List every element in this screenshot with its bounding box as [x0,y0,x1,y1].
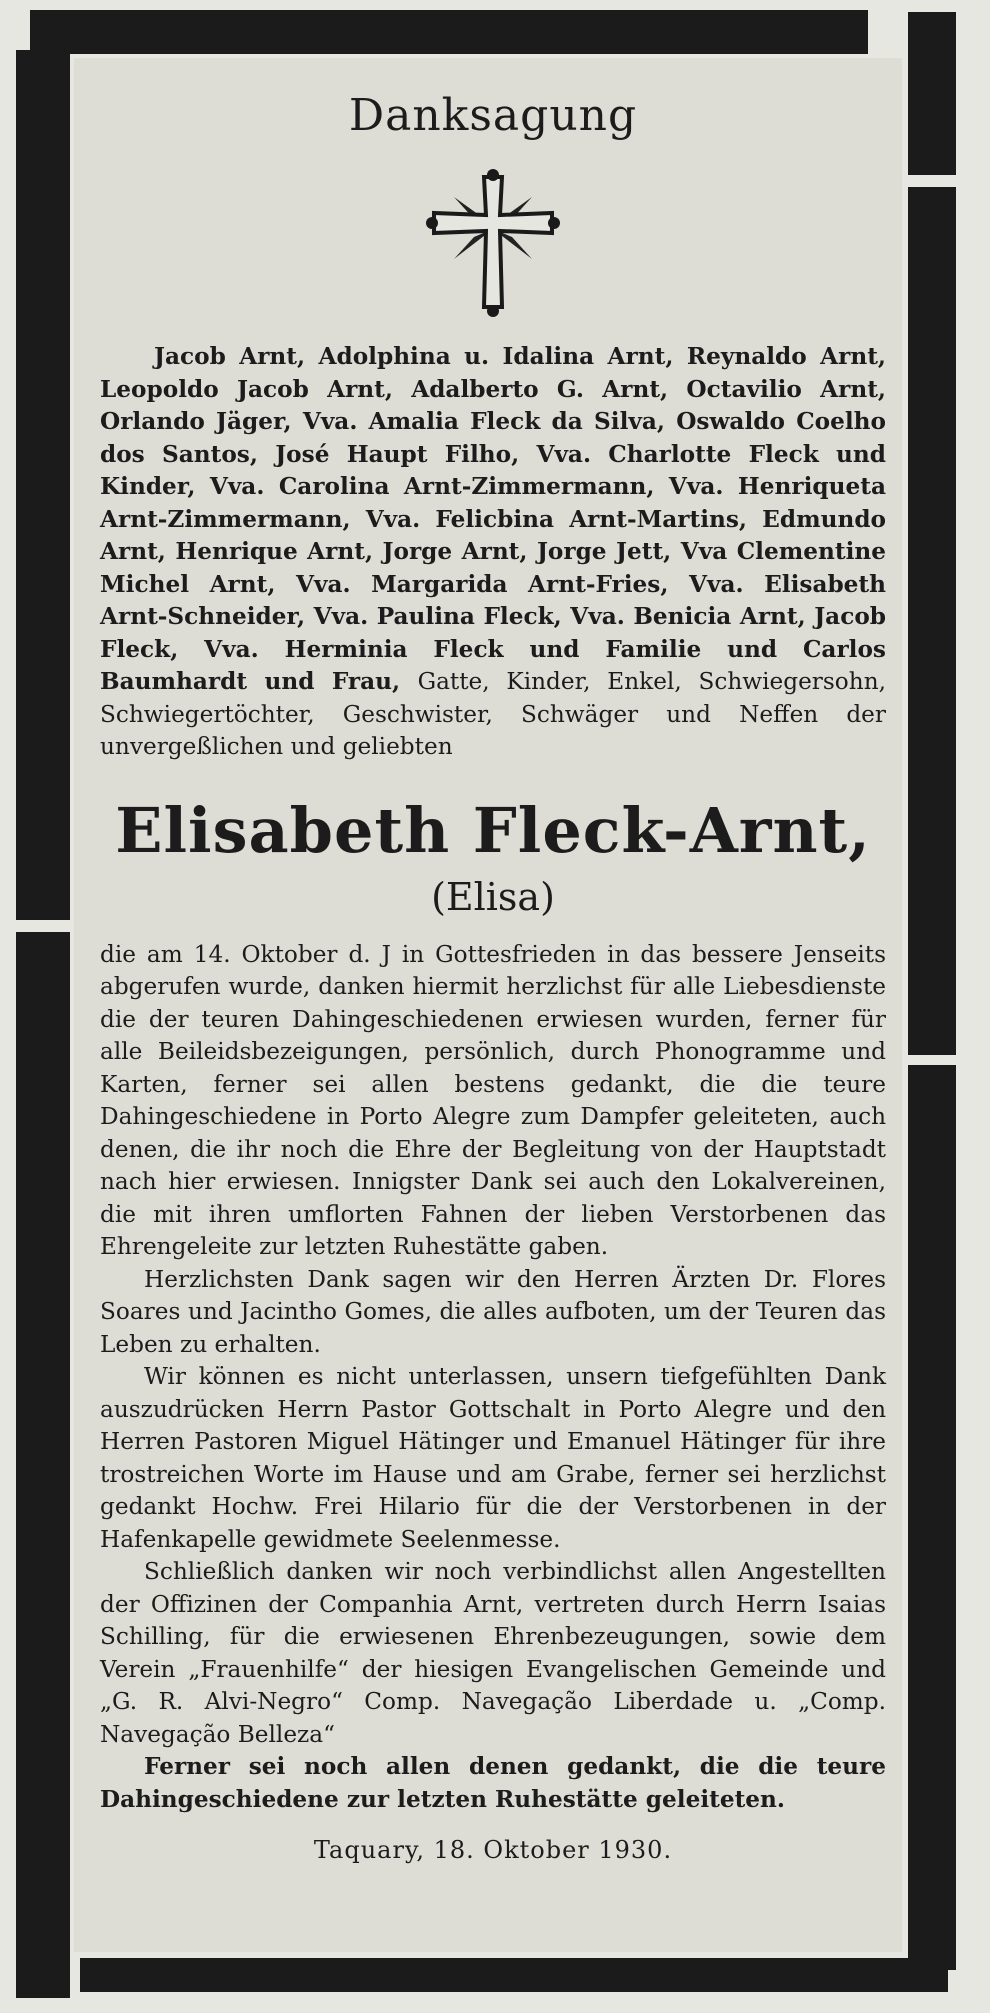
notice-title: Danksagung [348,90,638,141]
border-gap [908,1055,956,1065]
deceased-nickname: (Elisa) [431,874,555,919]
thanks-paragraph-1: die am 14. Oktober d. J in Gottesfrieden in das bessere Jenseits abgerufen wurde, danken hiermit herzlichst für alle Liebesdienste die der teuren Dahingeschiedenen erwiesen wurden, ferner für alle Beileidsbezeigungen, persönlich, durch Phonogramme und Karten, ferner sei allen bestens gedankt, die die teure Dahingeschiedene in Porto Alegre zum Dampfer geleiteten, auch denen, die ihr noch die Ehre der Begleitung von der Hauptstadt nach hier erwiesen. Innigster Dank sei auch den Lokalvereinen, die mit ihren umflorten Fahnen der lieben Verstorbenen das Ehrengeleite zur letzten Ruhestätte gaben. [100,940,886,1260]
obituary-notice [100,90,886,1864]
deceased-name: Elisabeth Fleck-Arnt, [115,793,871,867]
mourners-list [100,341,886,764]
mourning-border-left [16,50,70,1998]
mourners-relation: Gatte, Kinder, Enkel, Schwiegersohn, Schwiegertöchter, Geschwister, Schwäger und Neffen der unvergeßlichen und geliebten [100,668,886,760]
mourners-names: Jacob Arnt, Adolphina u. Idalina Arnt, Reynaldo Arnt, Leopoldo Jacob Arnt, Adalberto G. Arnt, Octavilio Arnt, Orlando Jäger, Vva. Amalia Fleck da Silva, Oswaldo Coelho dos Santos, José Haupt Filho, Vva. Charlotte Fleck und Kinder, Vva. Carolina Arnt-Zimmermann, Vva. Henriqueta Arnt-Zimmermann, Vva. Felicbina Arnt-Martins, Edmundo Arnt, Henrique Arnt, Jorge Arnt, Jorge Jett, Vva Clementine Michel Arnt, Vva. Margarida Arnt-Fries, Vva. Elisabeth Arnt-Schneider, Vva. Paulina Fleck, Vva. Benicia Arnt, Jacob Fleck, Vva. Herminia Fleck und Familie und Carlos Baumhardt und Frau, [100,343,886,695]
thanks-paragraph-2: Herzlichsten Dank sagen wir den Herren Ärzten Dr. Flores Soares und Jacintho Gomes, die alles aufboten, um der Teuren das Leben zu erhalten. [100,1265,886,1358]
place-date-signature: Taquary, 18. Oktober 1930. [313,1836,673,1864]
mourning-border-bottom [80,1958,948,1992]
thanks-paragraph-5: Ferner sei noch allen denen gedankt, die die teure Dahingeschiedene zur letzten Ruhestätte geleiteten. [100,1753,886,1813]
border-gap [908,175,956,187]
cross-icon [100,167,886,317]
cross-icon [424,167,562,317]
mourning-border-right [908,12,956,1970]
mourning-border-top [30,10,868,54]
border-gap [16,920,70,932]
thanks-paragraph-4: Schließlich danken wir noch verbindlichst allen Angestellten der Offizinen der Companhia Arnt, vertreten durch Herrn Isaias Schilling, für die erwiesenen Ehrenbezeugungen, sowie dem Verein „Frauenhilfe“ der hiesigen Evangelischen Gemeinde und „G. R. Alvi-Negro“ Comp. Navegação Liberdade u. „Comp. Navegação Belleza“ [100,1558,886,1748]
thanks-paragraph-3: Wir können es nicht unterlassen, unsern tiefgefühlten Dank auszudrücken Herrn Pastor Gottschalt in Porto Alegre und den Herren Pastoren Miguel Hätinger und Emanuel Hätinger für ihre trostreichen Worte im Hause und am Grabe, ferner sei herzlichst gedankt Hochw. Frei Hilario für die der Verstorbenen in der Hafenkapelle gewidmete Seelenmesse. [100,1363,886,1553]
